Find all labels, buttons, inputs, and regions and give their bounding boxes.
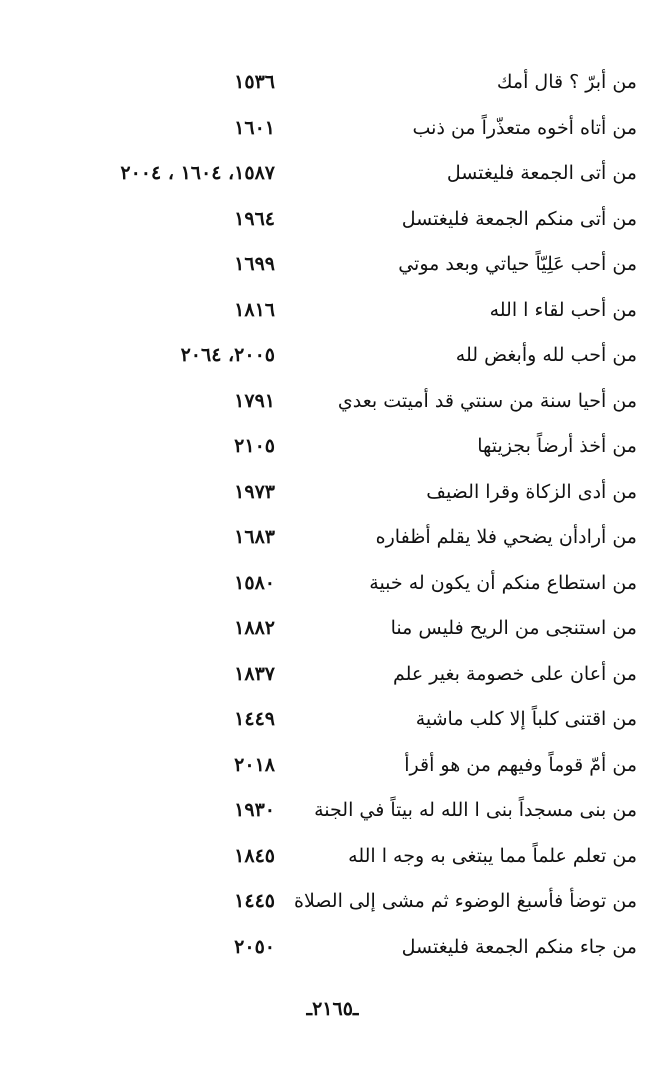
entry-references: ١٩٦٤	[234, 207, 275, 230]
entry-references: ٢١٠٥	[234, 435, 275, 457]
index-entry	[0, 154, 665, 200]
index-entries	[0, 63, 665, 973]
index-entry	[0, 837, 665, 883]
entry-phrase: من أبرّ ؟ قال أمك	[496, 71, 637, 93]
index-entry	[0, 427, 665, 473]
entry-phrase: من أحيا سنة من سنتي قد أميتت بعدي	[337, 389, 637, 412]
entry-phrase: من بنى مسجداً بنى ا الله له بيتاً في الجنة	[314, 799, 637, 821]
entry-references: ٢٠١٨	[234, 753, 275, 776]
entry-phrase: من تعلم علماً مما يبتغى به وجه ا الله	[348, 844, 637, 867]
entry-references: ١٥٨٧، ١٦٠٤ ، ٢٠٠٤	[120, 162, 275, 184]
entry-phrase: من أتاه أخوه متعذّراً من ذنب	[412, 116, 637, 139]
index-entry	[0, 882, 665, 928]
entry-phrase: من أرادأن يضحي فلا يقلم أظفاره	[375, 526, 637, 548]
entry-phrase: من اقتنى كلباً إلا كلب ماشية	[415, 708, 637, 730]
entry-phrase: من استنجى من الريح فليس منا	[390, 617, 637, 639]
entry-references: ١٨١٦	[234, 298, 275, 321]
index-entry	[0, 564, 665, 610]
entry-phrase: من أتى منكم الجمعة فليغتسل	[401, 207, 637, 230]
index-entry	[0, 655, 665, 701]
entry-phrase: من أحب عَلِيّاً حياتي وبعد موتي	[398, 253, 637, 275]
entry-phrase: من أخذ أرضاً بجزيتها	[477, 435, 637, 457]
entry-references: ١٦٨٣	[234, 526, 275, 548]
entry-phrase: من استطاع منكم أن يكون له خبية	[369, 571, 637, 594]
entry-references: ١٥٨٠	[234, 571, 275, 594]
entry-phrase: من أحب لله وأبغض لله	[455, 344, 637, 366]
index-entry	[0, 609, 665, 655]
index-entry	[0, 291, 665, 337]
entry-phrase: من جاء منكم الجمعة فليغتسل	[401, 935, 637, 958]
entry-phrase: من أمّ قوماً وفيهم من هو أقرأ	[404, 753, 637, 776]
entry-references: ٢٠٠٥، ٢٠٦٤	[180, 344, 275, 366]
entry-references: ١٨٤٥	[234, 844, 275, 867]
entry-phrase: من توضأ فأسبغ الوضوء ثم مشى إلى الصلاة	[294, 890, 637, 912]
entry-references: ١٨٣٧	[234, 662, 275, 685]
index-entry	[0, 700, 665, 746]
index-entry	[0, 791, 665, 837]
entry-references: ١٦٩٩	[234, 253, 275, 275]
entry-references: ١٦٠١	[234, 116, 275, 139]
entry-references: ١٩٧٣	[234, 480, 275, 503]
index-entry	[0, 336, 665, 382]
index-entry	[0, 245, 665, 291]
index-entry	[0, 109, 665, 155]
entry-phrase: من أعان على خصومة بغير علم	[392, 662, 637, 685]
entry-phrase: من أتى الجمعة فليغتسل	[446, 162, 637, 184]
index-entry	[0, 200, 665, 246]
index-entry	[0, 63, 665, 109]
index-entry	[0, 746, 665, 792]
entry-references: ١٩٣٠	[234, 799, 275, 821]
index-entry	[0, 473, 665, 519]
index-entry	[0, 382, 665, 428]
page-number: ـ٢١٦٥ـ	[306, 998, 359, 1020]
entry-references: ١٧٩١	[234, 389, 275, 412]
entry-references: ١٤٤٩	[234, 708, 275, 730]
entry-phrase: من أدى الزكاة وقرا الضيف	[426, 480, 637, 503]
index-entry	[0, 928, 665, 974]
entry-phrase: من أحب لقاء ا الله	[489, 298, 637, 321]
index-entry	[0, 518, 665, 564]
entry-references: ١٥٣٦	[234, 71, 275, 93]
entry-references: ١٨٨٢	[234, 617, 275, 639]
entry-references: ٢٠٥٠	[234, 935, 275, 958]
entry-references: ١٤٤٥	[234, 890, 275, 912]
